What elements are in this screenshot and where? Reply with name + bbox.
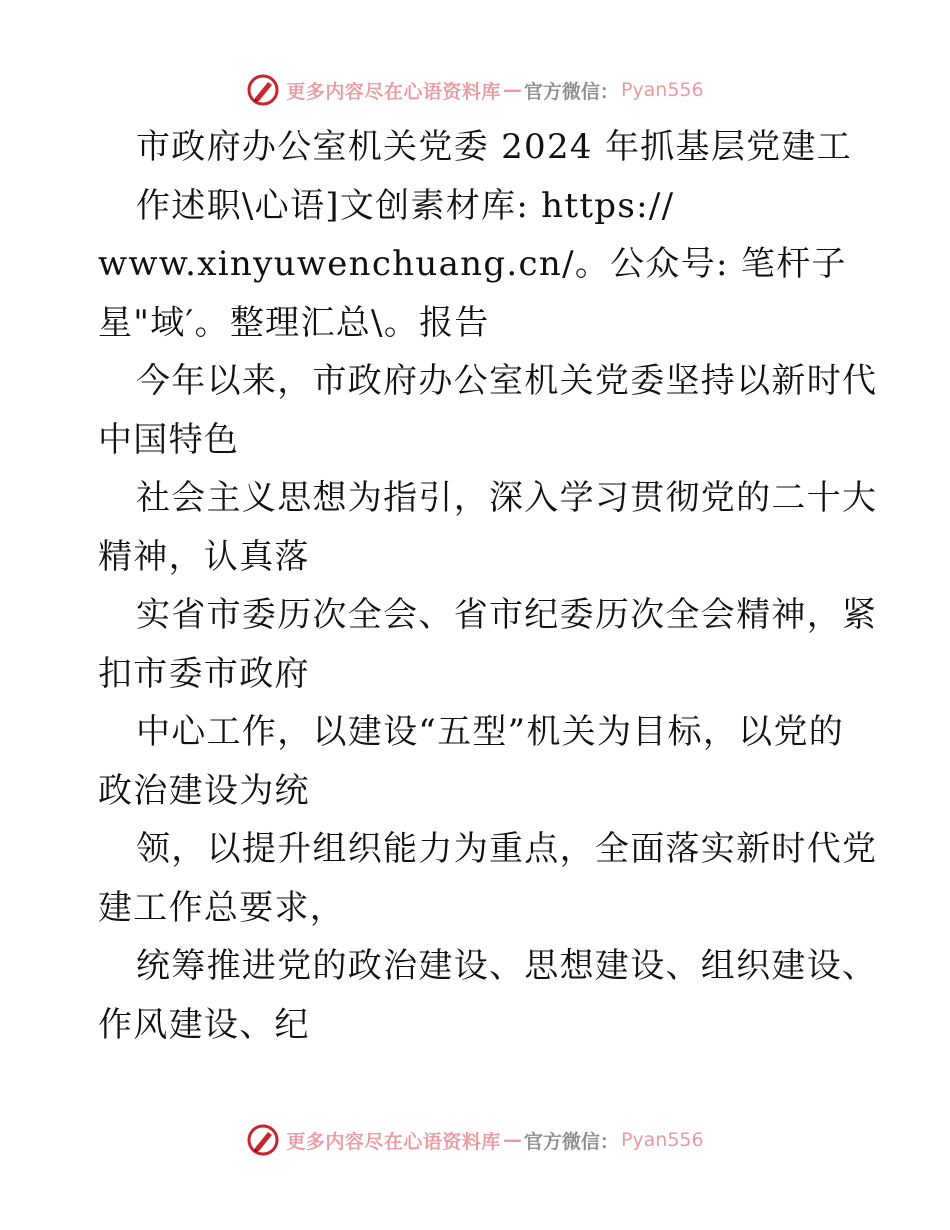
pen-circle-logo-icon: [246, 1123, 280, 1157]
watermark-official-label: 官方微信：: [523, 80, 619, 103]
text-line: 领，以提升组织能力为重点，全面落实新时代党: [136, 829, 878, 869]
header-watermark: [0, 70, 950, 110]
text-line: 作述职\心语]文创素材库: https://: [136, 185, 675, 226]
text-line: 精神，认真落: [98, 536, 310, 577]
text-line: www.xinyuwenchuang.cn/。公众号: 笔杆子: [98, 244, 847, 284]
text-line: 建工作总要求，: [98, 887, 346, 928]
pen-circle-logo-icon: [246, 73, 280, 107]
footer-watermark: [0, 1120, 950, 1160]
text-line: 市政府办公室机关党委 2024 年抓基层党建工: [136, 127, 853, 167]
text-line: 中心工作，以建设“五型”机关为目标，以党的: [136, 712, 845, 752]
watermark-official-label: 官方微信：: [523, 1130, 619, 1153]
text-line: 政治建设为统: [98, 770, 310, 811]
watermark-dash: —: [502, 1129, 522, 1151]
text-line: 星"域′。整理汇总\。报告: [98, 302, 490, 343]
watermark-brand-text: 更多内容尽在心语资料库: [286, 1130, 501, 1153]
text-line: 今年以来，市政府办公室机关党委坚持以新时代: [136, 361, 878, 401]
text-line: 中国特色: [98, 419, 240, 460]
document-body: [98, 118, 878, 1054]
text-line: 实省市委历次全会、省市纪委历次全会精神，紧: [136, 595, 878, 635]
watermark-wechat-id: Pyan556: [620, 79, 704, 101]
watermark-brand-text: 更多内容尽在心语资料库: [286, 80, 501, 103]
text-line: 社会主义思想为指引，深入学习贯彻党的二十大: [136, 478, 878, 518]
text-line: 扣市委市政府: [98, 653, 310, 694]
watermark-dash: —: [502, 79, 522, 101]
text-line: 统筹推进党的政治建设、思想建设、组织建设、: [136, 946, 878, 986]
text-line: 作风建设、纪: [98, 1004, 310, 1045]
watermark-wechat-id: Pyan556: [620, 1129, 704, 1151]
